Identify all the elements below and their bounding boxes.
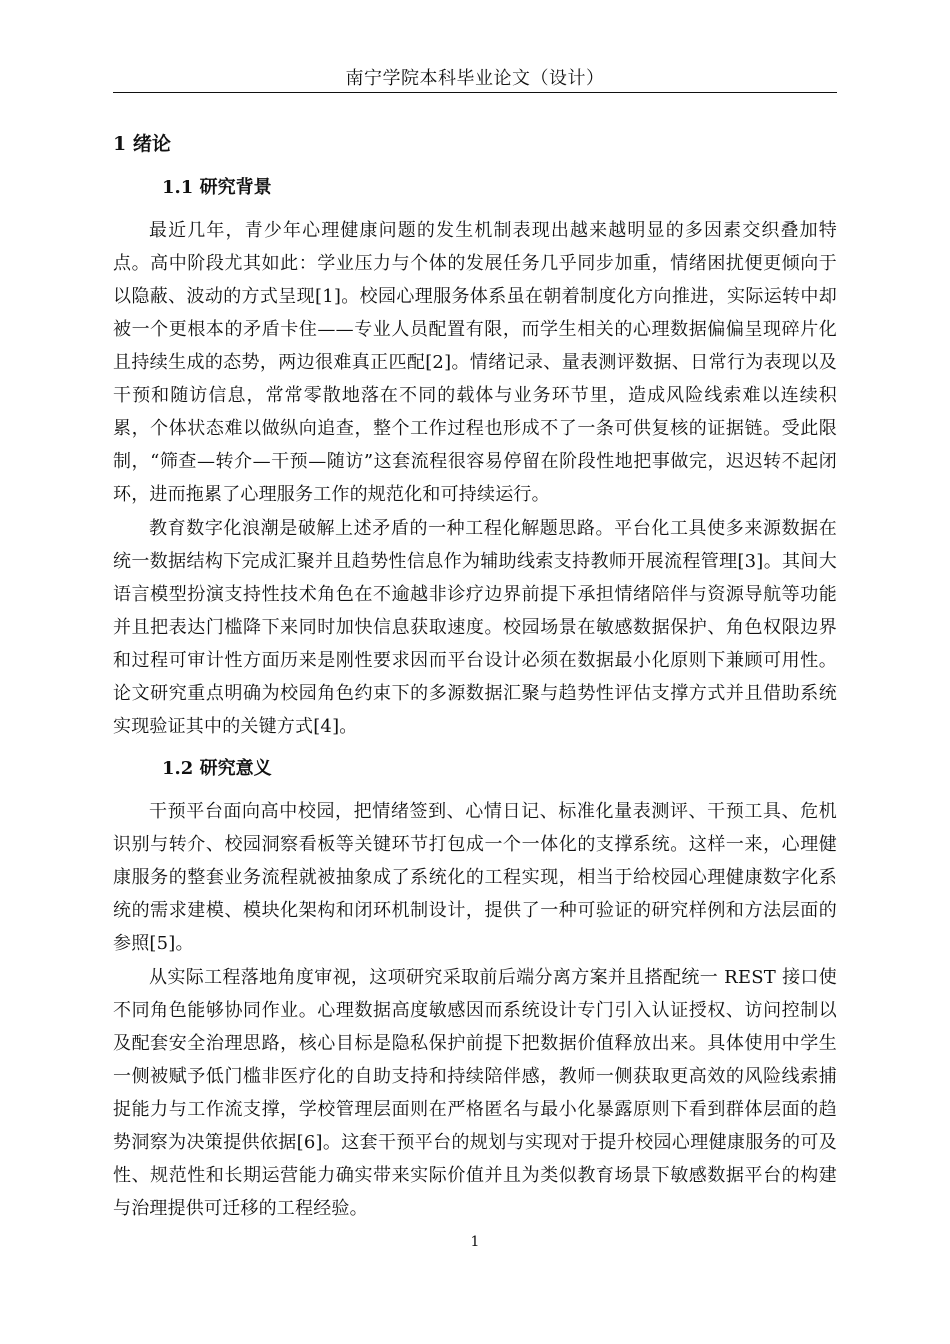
paragraph-significance-2: 从实际工程落地角度审视，这项研究采取前后端分离方案并且搭配统一 REST 接口使不同角色能够协同作业。心理数据高度敏感因而系统设计专门引入认证授权、访问控制以及配套安全治理思路，核心目标是隐私保护前提下把数据价值释放出来。具体使用中学生一侧被赋予低门槛非医疗化的自助支持和持续陪伴感，教师一侧获取更高效的风险线索捕捉能力与工作流支撑，学校管理层面则在严格匿名与最小化暴露原则下看到群体层面的趋势洞察为决策提供依据[6]。这套干预平台的规划与实现对于提升校园心理健康服务的可及性、规范性和长期运营能力确实带来实际价值并且为类似教育场景下敏感数据平台的构建与治理提供可迁移的工程经验。 [113, 967, 837, 1219]
paragraph-background-2: 教育数字化浪潮是破解上述矛盾的一种工程化解题思路。平台化工具使多来源数据在统一数据结构下完成汇聚并且趋势性信息作为辅助线索支持教师开展流程管理[3]。其间大语言模型扮演支持性技术角色在不逾越非诊疗边界前提下承担情绪陪伴与资源导航等功能并且把表达门槛降下来同时加快信息获取速度。校园场景在敏感数据保护、角色权限边界和过程可审计性方面历来是刚性要求因而平台设计必须在数据最小化原则下兼顾可用性。论文研究重点明确为校园角色约束下的多源数据汇聚与趋势性评估支撑方式并且借助系统实现验证其中的关键方式[4]。 [113, 518, 837, 737]
paragraph-background-1: 最近几年，青少年心理健康问题的发生机制表现出越来越明显的多因素交织叠加特点。高中阶段尤其如此：学业压力与个体的发展任务几乎同步加重，情绪困扰便更倾向于以隐蔽、波动的方式呈现[1]。校园心理服务体系虽在朝着制度化方向推进，实际运转中却被一个更根本的矛盾卡住——专业人员配置有限，而学生相关的心理数据偏偏呈现碎片化且持续生成的态势，两边很难真正匹配[2]。情绪记录、量表测评数据、日常行为表现以及干预和随访信息，常常零散地落在不同的载体与业务环节里，造成风险线索难以连续积累，个体状态难以做纵向追查，整个工作过程也形成不了一条可供复核的证据链。受此限制，“筛查—转介—干预—随访”这套流程很容易停留在阶段性地把事做完，迟迟转不起闭环，进而拖累了心理服务工作的规范化和可持续运行。 [113, 220, 837, 505]
page-number: 1 [470, 1234, 480, 1250]
section-heading-background: 1.1 研究背景 [162, 177, 272, 198]
header-divider [113, 92, 837, 93]
chapter-heading: 1 绪论 [113, 133, 171, 155]
running-header: 南宁学院本科毕业论文（设计） [345, 68, 605, 89]
page-body [113, 128, 837, 1225]
section-heading-significance: 1.2 研究意义 [162, 758, 272, 779]
paragraph-significance-1: 干预平台面向高中校园，把情绪签到、心情日记、标准化量表测评、干预工具、危机识别与转介、校园洞察看板等关键环节打包成一个一体化的支撑系统。这样一来，心理健康服务的整套业务流程就被抽象成了系统化的工程实现，相当于给校园心理健康数字化系统的需求建模、模块化架构和闭环机制设计，提供了一种可验证的研究样例和方法层面的参照[5]。 [113, 801, 837, 954]
